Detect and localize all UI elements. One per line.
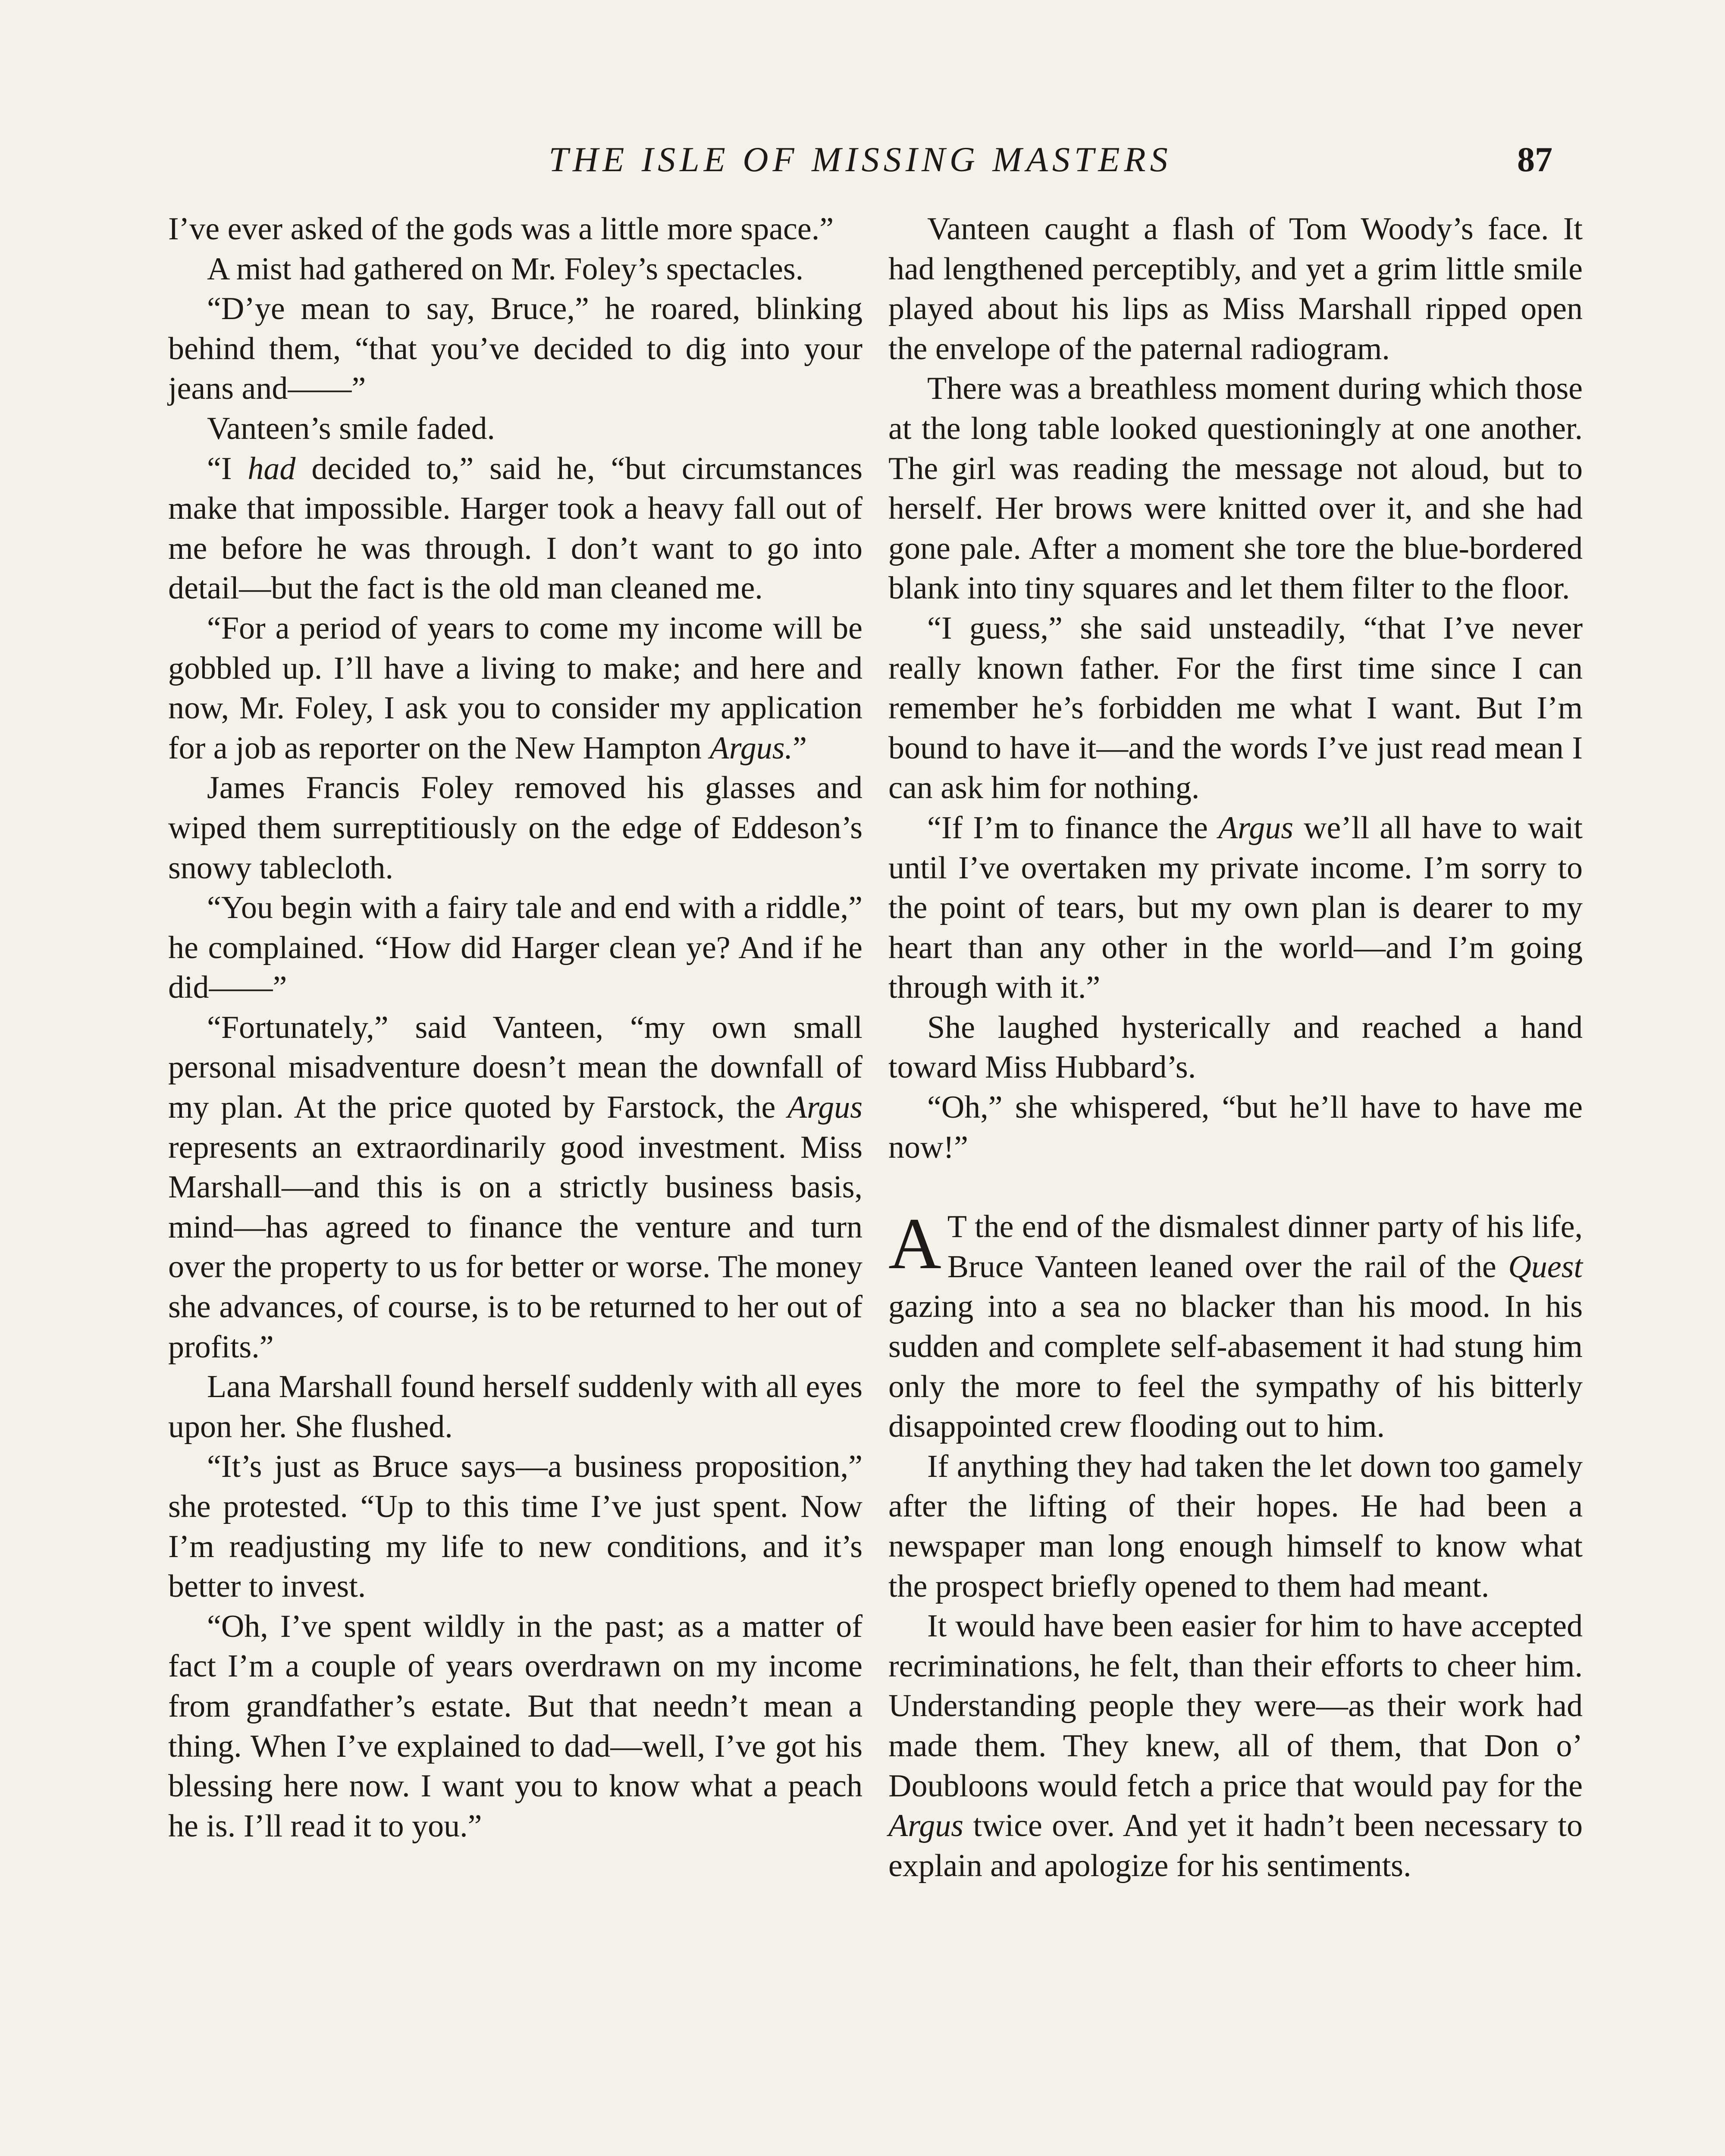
text-run: we’ll all have to wait until I’ve overtaken my private income. I’m sorry to the point of tears, but my own plan is dearer to my heart than any other in the world—and I’m going through with it.”: [888, 810, 1583, 1006]
text-run: ”: [793, 730, 807, 766]
paragraph: [168, 608, 862, 768]
paragraph: If anything they had taken the let down too gamely after the lifting of their hopes. He had been a newspaper man long enough himself to know what the prospect briefly opened to them had meant.: [888, 1448, 1583, 1604]
paragraph: “I guess,” she said unsteadily, “that I’ve never really known father. For the first time since I can remember he’s forbidden me what I want. But I’m bound to have it—and the words I’ve just read mean I can ask him for nothing.: [888, 610, 1583, 806]
left-column: [168, 209, 862, 1846]
paragraph: A mist had gathered on Mr. Foley’s spectacles.: [207, 251, 804, 287]
paragraph: [888, 1203, 1583, 1447]
text-run: gazing into a sea no blacker than his mood. In his sudden and complete self-abasement it had stung him only the more to feel the sympathy of his bitterly disappointed crew flooding out to him.: [888, 1289, 1583, 1445]
italic-text: Quest: [1508, 1249, 1583, 1285]
text-run: “If I’m to finance the: [927, 810, 1218, 846]
text-run: represents an extraordinarily good investment. Miss Marshall—and this is on a strictly business basis, mind—has agreed to finance the venture and turn over the property to us for better or worse. The money she advances, of course, is to be returned to her out of profits.”: [168, 1129, 862, 1365]
paragraph: “Oh, I’ve spent wildly in the past; as a matter of fact I’m a couple of years overdrawn on my income from grandfather’s estate. But that needn’t mean a thing. When I’ve explained to dad—well, I’ve got his blessing here now. I want you to know what a peach he is. I’ll read it to you.”: [168, 1608, 862, 1844]
paragraph: Lana Marshall found herself suddenly with all eyes upon her. She flushed.: [168, 1369, 862, 1445]
page-header: [168, 129, 1552, 190]
paragraph: Vanteen’s smile faded.: [207, 411, 495, 446]
text-run: decided to,” said he, “but circumstances make that impossible. Harger took a heavy fall out of me before he was through. I don’t want to go into detail—but the fact is the old man cleaned me.: [168, 451, 862, 606]
italic-text: Argus: [888, 1808, 964, 1844]
paragraph: There was a breathless moment during which those at the long table looked questioningly at one another. The girl was reading the message not aloud, but to herself. Her brows were knitted over it, and she had gone pale. After a moment she tore the blue-bordered blank into tiny squares and let them filter to the floor.: [888, 371, 1583, 606]
paragraph: “Oh,” she whispered, “but he’ll have to have me now!”: [888, 1090, 1583, 1165]
text-run: “For a period of years to come my income will be gobbled up. I’ll have a living to make; and here and now, Mr. Foley, I ask you to consider my application for a job as reporter on the New Hampton: [168, 610, 862, 766]
text-run: T the end of the dismalest dinner party of his life, Bruce Vanteen leaned over the rail of the: [947, 1209, 1583, 1285]
paragraph: I’ve ever asked of the gods was a little more space.”: [168, 211, 834, 247]
text-run: twice over. And yet it hadn’t been necessary to explain and apologize for his sentiments.: [888, 1808, 1583, 1883]
right-column: [888, 209, 1583, 1886]
paragraph: [888, 1606, 1583, 1886]
text-run: It would have been easier for him to have accepted recriminations, he felt, than their efforts to cheer him. Understanding people they were—as their work had made them. They knew, all of them, that Don o’ Doubloons would fetch a price that would pay for the: [888, 1608, 1583, 1804]
paragraph: Vanteen caught a flash of Tom Woody’s face. It had lengthened perceptibly, and yet a grim little smile played about his lips as Miss Marshall ripped open the envelope of the paternal radiogram.: [888, 211, 1583, 367]
paragraph: “You begin with a fairy tale and end with a riddle,” he complained. “How did Harger clean ye? And if he did——”: [168, 890, 862, 1006]
italic-text: had: [248, 451, 296, 486]
paragraph: [888, 808, 1583, 1008]
paragraph: [168, 449, 862, 608]
drop-cap: A: [888, 1203, 941, 1285]
page-number: 87: [1517, 140, 1552, 179]
italic-text: Argus: [1218, 810, 1294, 846]
italic-text: Argus: [787, 1090, 862, 1125]
paragraph: “D’ye mean to say, Bruce,” he roared, blinking behind them, “that you’ve decided to dig into your jeans and——”: [168, 291, 862, 407]
paragraph: “It’s just as Bruce says—a business proposition,” she protested. “Up to this time I’ve just spent. Now I’m readjusting my life to new conditions, and it’s better to invest.: [168, 1449, 862, 1604]
section-break: [888, 1167, 1583, 1207]
text-run: “Fortunately,” said Vanteen, “my own small personal misadventure doesn’t mean the downfall of my plan. At the price quoted by Farstock, the: [168, 1009, 862, 1125]
running-title: THE ISLE OF MISSING MASTERS: [549, 140, 1172, 179]
paragraph: James Francis Foley removed his glasses and wiped them surreptitiously on the edge of Eddeson’s snowy tablecloth.: [168, 770, 862, 886]
text-run: “I: [207, 451, 248, 486]
paragraph: She laughed hysterically and reached a hand toward Miss Hubbard’s.: [888, 1009, 1583, 1085]
italic-text: Argus.: [709, 730, 793, 766]
paragraph: [168, 1008, 862, 1367]
